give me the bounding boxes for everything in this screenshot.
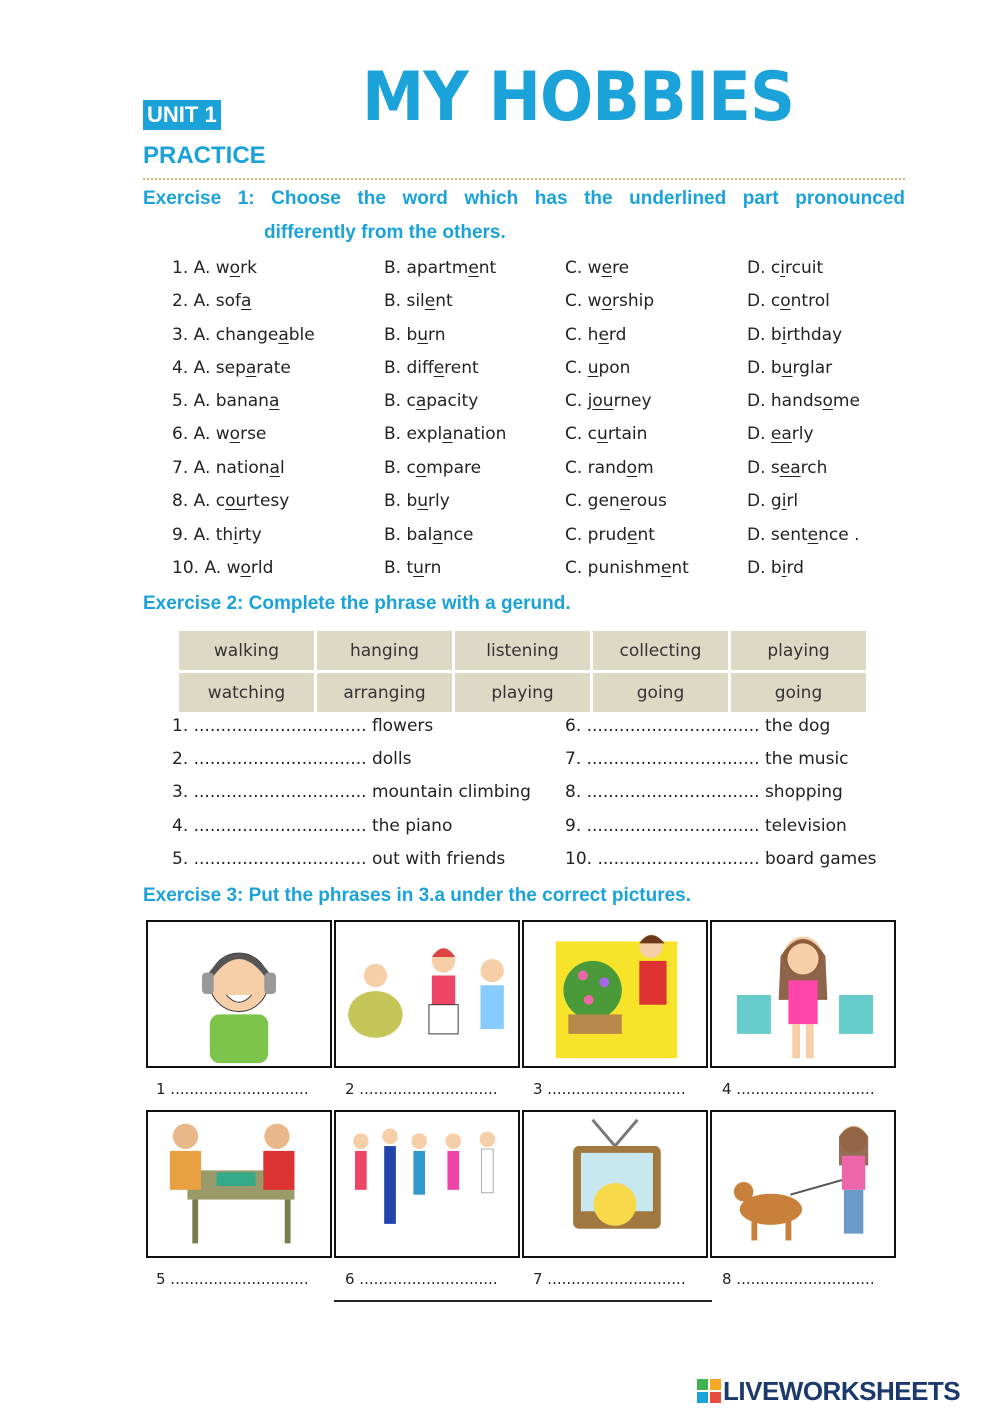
exercise-1-row xyxy=(172,558,912,588)
exercise-2-title: Exercise 2: Complete the phrase with a gerund. xyxy=(143,593,571,614)
option-c[interactable]: C. generous xyxy=(565,491,667,511)
word-bank-cell: listening xyxy=(454,630,592,672)
option-d[interactable]: D. circuit xyxy=(747,258,824,278)
picture-caption-8[interactable]: 8 ............................. xyxy=(722,1270,875,1288)
option-a[interactable]: 2. A. sofa xyxy=(172,291,252,311)
exercise-1-row xyxy=(172,491,912,521)
gerund-item-3[interactable]: 3. ................................ mountain climbing xyxy=(172,782,531,802)
picture-caption-2[interactable]: 2 ............................. xyxy=(345,1080,498,1098)
option-b[interactable]: B. turn xyxy=(384,558,442,578)
word-bank-cell: hanging xyxy=(316,630,454,672)
option-a[interactable]: 6. A. worse xyxy=(172,424,267,444)
word-bank-cell: walking xyxy=(178,630,316,672)
option-c[interactable]: C. worship xyxy=(565,291,655,311)
watching-tv-picture xyxy=(522,1110,708,1258)
exercise-1-row xyxy=(172,358,912,388)
option-b[interactable]: B. capacity xyxy=(384,391,479,411)
exercise-1-title-line1: Exercise 1: Choose the word which has the underlined part pronounced xyxy=(143,188,905,209)
option-b[interactable]: B. burly xyxy=(384,491,450,511)
option-d[interactable]: D. birthday xyxy=(747,325,843,345)
word-bank xyxy=(176,628,869,715)
dolls-picture xyxy=(334,1110,520,1258)
word-bank-cell: arranging xyxy=(316,672,454,714)
option-c[interactable]: C. were xyxy=(565,258,630,278)
option-b[interactable]: B. silent xyxy=(384,291,453,311)
hanging-out-picture xyxy=(334,920,520,1068)
word-bank-cell: going xyxy=(592,672,730,714)
option-d[interactable]: D. search xyxy=(747,458,828,478)
option-d[interactable]: D. sentence . xyxy=(747,525,860,545)
option-a[interactable]: 7. A. national xyxy=(172,458,285,478)
option-a[interactable]: 5. A. banana xyxy=(172,391,280,411)
exercise-1-title-line2: differently from the others. xyxy=(264,222,506,243)
option-c[interactable]: C. random xyxy=(565,458,654,478)
option-c[interactable]: C. journey xyxy=(565,391,652,411)
exercise-3-title: Exercise 3: Put the phrases in 3.a under the correct pictures. xyxy=(143,885,692,906)
gerund-item-8[interactable]: 8. ................................ shopping xyxy=(565,782,843,802)
liveworksheets-logo-icon xyxy=(697,1379,721,1403)
unit-label: UNIT 1 xyxy=(143,100,221,130)
listening-music-picture xyxy=(146,920,332,1068)
option-b[interactable]: B. burn xyxy=(384,325,446,345)
option-b[interactable]: B. explanation xyxy=(384,424,507,444)
picture-caption-4[interactable]: 4 ............................. xyxy=(722,1080,875,1098)
option-c[interactable]: C. punishment xyxy=(565,558,689,578)
liveworksheets-logo-text: LIVEWORKSHEETS xyxy=(723,1376,961,1406)
option-c[interactable]: C. prudent xyxy=(565,525,655,545)
horizontal-rule xyxy=(334,1300,712,1302)
gerund-item-1[interactable]: 1. ................................ flowers xyxy=(172,716,434,736)
board-games-picture xyxy=(146,1110,332,1258)
word-bank-cell: going xyxy=(730,672,868,714)
option-b[interactable]: B. apartment xyxy=(384,258,497,278)
gerund-item-5[interactable]: 5. ................................ out with friends xyxy=(172,849,506,869)
word-bank-cell: watching xyxy=(178,672,316,714)
gerund-item-4[interactable]: 4. ................................ the piano xyxy=(172,816,453,836)
option-b[interactable]: B. different xyxy=(384,358,479,378)
liveworksheets-logo xyxy=(697,1376,960,1407)
word-bank-cell: playing xyxy=(730,630,868,672)
exercise-1-row xyxy=(172,424,912,454)
picture-caption-1[interactable]: 1 ............................. xyxy=(156,1080,309,1098)
exercise-1-row xyxy=(172,291,912,321)
section-heading: PRACTICE xyxy=(143,142,266,169)
option-d[interactable]: D. girl xyxy=(747,491,799,511)
option-d[interactable]: D. handsome xyxy=(747,391,860,411)
dotted-divider xyxy=(143,178,905,180)
picture-caption-5[interactable]: 5 ............................. xyxy=(156,1270,309,1288)
option-c[interactable]: C. upon xyxy=(565,358,631,378)
option-d[interactable]: D. bird xyxy=(747,558,804,578)
option-c[interactable]: C. herd xyxy=(565,325,627,345)
exercise-1-row xyxy=(172,458,912,488)
picture-caption-3[interactable]: 3 ............................. xyxy=(533,1080,686,1098)
word-bank-cell: collecting xyxy=(592,630,730,672)
picture-caption-7[interactable]: 7 ............................. xyxy=(533,1270,686,1288)
option-a[interactable]: 4. A. separate xyxy=(172,358,291,378)
option-b[interactable]: B. compare xyxy=(384,458,482,478)
option-a[interactable]: 10. A. world xyxy=(172,558,274,578)
gerund-item-7[interactable]: 7. ................................ the music xyxy=(565,749,849,769)
walking-dog-picture xyxy=(710,1110,896,1258)
arranging-flowers-picture xyxy=(522,920,708,1068)
gerund-item-10[interactable]: 10. .............................. board games xyxy=(565,849,877,869)
option-a[interactable]: 9. A. thirty xyxy=(172,525,262,545)
option-a[interactable]: 1. A. work xyxy=(172,258,257,278)
gerund-item-9[interactable]: 9. ................................ television xyxy=(565,816,847,836)
shopping-picture xyxy=(710,920,896,1068)
exercise-1-row xyxy=(172,525,912,555)
option-d[interactable]: D. burglar xyxy=(747,358,833,378)
exercise-1-row xyxy=(172,325,912,355)
option-a[interactable]: 3. A. changeable xyxy=(172,325,315,345)
option-a[interactable]: 8. A. courtesy xyxy=(172,491,290,511)
picture-caption-6[interactable]: 6 ............................. xyxy=(345,1270,498,1288)
exercise-1-row xyxy=(172,391,912,421)
option-d[interactable]: D. control xyxy=(747,291,830,311)
gerund-item-2[interactable]: 2. ................................ dolls xyxy=(172,749,412,769)
page-title: MY HOBBIES xyxy=(362,58,795,137)
exercise-1-row xyxy=(172,258,912,288)
option-c[interactable]: C. curtain xyxy=(565,424,648,444)
word-bank-cell: playing xyxy=(454,672,592,714)
option-d[interactable]: D. early xyxy=(747,424,814,444)
gerund-item-6[interactable]: 6. ................................ the dog xyxy=(565,716,831,736)
option-b[interactable]: B. balance xyxy=(384,525,474,545)
